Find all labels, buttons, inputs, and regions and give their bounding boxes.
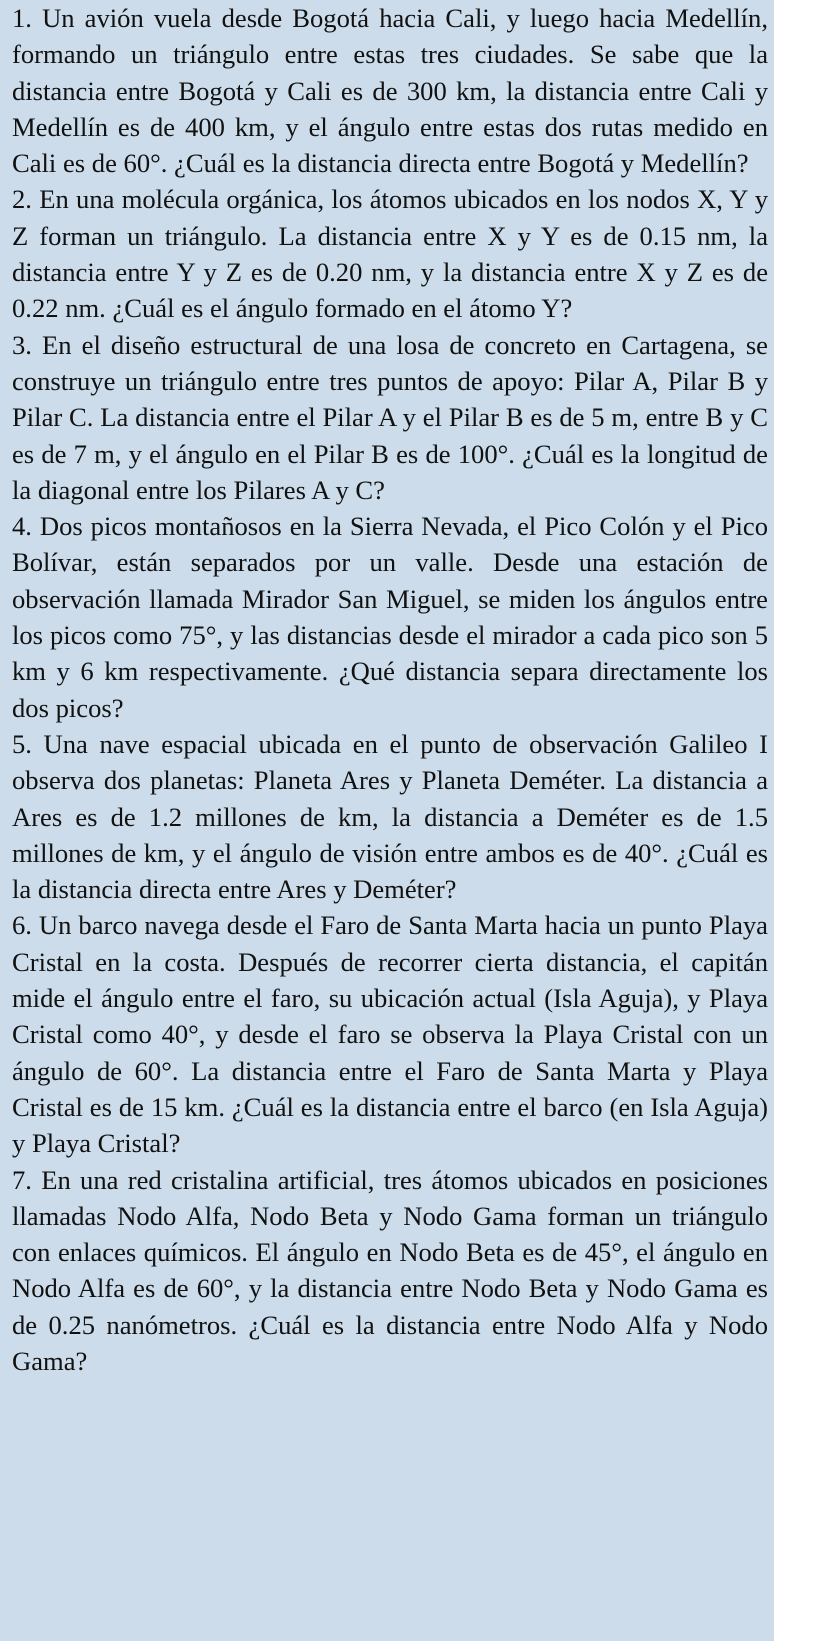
problem-4: 4. Dos picos montañosos en la Sierra Nevada, el Pico Colón y el Pico Bolívar, están separados por un valle. Desde una estación de observación llamada Mirador San Miguel, se miden los ángulos entre los picos como 75°, y las distancias desde el mirador a cada pico son 5 km y 6 km respectivamente. ¿Qué distancia separa directamente los dos picos? — [12, 511, 768, 723]
problem-3: 3. En el diseño estructural de una losa de concreto en Cartagena, se construye un triángulo entre tres puntos de apoyo: Pilar A, Pilar B y Pilar C. La distancia entre el Pilar A y el Pilar B es de 5 m, entre B y C es de 7 m, y el ángulo en el Pilar B es de 100°. ¿Cuál es la longitud de la diagonal entre los Pilares A y C? — [12, 329, 768, 505]
problem-6: 6. Un barco navega desde el Faro de Santa Marta hacia un punto Playa Cristal en la costa. Después de recorrer cierta distancia, el capitán mide el ángulo entre el faro, su ubicación actual (Isla Aguja), y Playa Cristal como 40°, y desde el faro se observa la Playa Cristal con un ángulo de 60°. La distancia entre el Faro de Santa Marta y Playa Cristal es de 15 km. ¿Cuál es la distancia entre el barco (en Isla Aguja) y Playa Cristal? — [12, 910, 768, 1159]
problem-7: 7. En una red cristalina artificial, tres átomos ubicados en posiciones llamadas Nodo Alfa, Nodo Beta y Nodo Gama forman un triángulo con enlaces químicos. El ángulo en Nodo Beta es de 45°, el ángulo en Nodo Alfa es de 60°, y la distancia entre Nodo Beta y Nodo Gama es de 0.25 nanómetros. ¿Cuál es la distancia entre Nodo Alfa y Nodo Gama? — [12, 1164, 768, 1376]
problem-5: 5. Una nave espacial ubicada en el punto de observación Galileo I observa dos planetas: Planeta Ares y Planeta Deméter. La distancia a Ares es de 1.2 millones de km, la distancia a Deméter es de 1.5 millones de km, y el ángulo de visión entre ambos es de 40°. ¿Cuál es la distancia directa entre Ares y Deméter? — [12, 728, 768, 905]
problem-2: 2. En una molécula orgánica, los átomos ubicados en los nodos X, Y y Z forman un triángulo. La distancia entre X y Y es de 0.15 nm, la distancia entre Y y Z es de 0.20 nm, y la distancia entre X y Z es de 0.22 nm. ¿Cuál es el ángulo formado en el átomo Y? — [12, 184, 768, 324]
problem-1: 1. Un avión vuela desde Bogotá hacia Cali, y luego hacia Medellín, formando un triángulo entre estas tres ciudades. Se sabe que la distancia entre Bogotá y Cali es de 300 km, la distancia entre Cali y Medellín es de 400 km, y el ángulo entre estas dos rutas medido en Cali es de 60°. ¿Cuál es la distancia directa entre Bogotá y Medellín? — [12, 3, 768, 179]
